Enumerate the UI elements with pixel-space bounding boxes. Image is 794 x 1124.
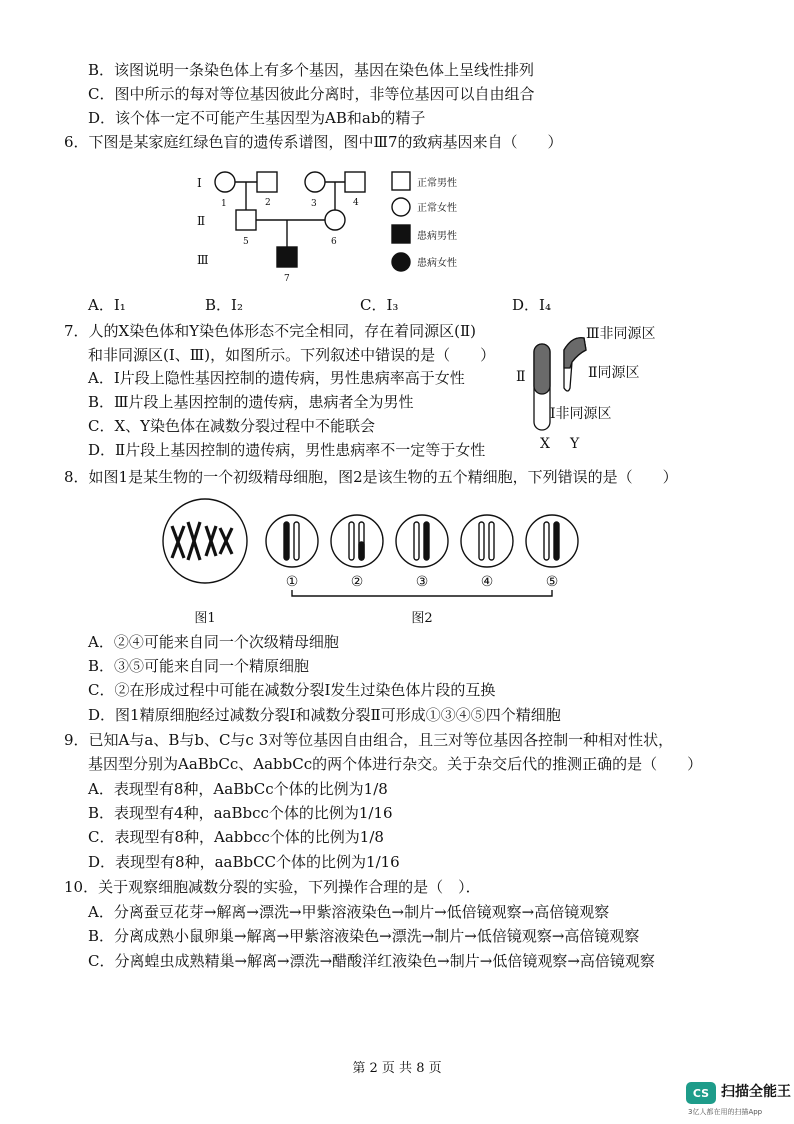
cell-label-4: ④ bbox=[480, 574, 494, 590]
scanner-app-name: 扫描全能王 bbox=[721, 1084, 791, 1100]
pedigree-iii7-affected-male bbox=[277, 247, 297, 267]
pedigree-i1-female bbox=[215, 172, 235, 192]
pedigree-chart bbox=[195, 162, 555, 302]
legend-normal-male-icon bbox=[392, 172, 410, 190]
scanner-app-tagline: 3亿人都在用的扫描App bbox=[688, 1108, 763, 1116]
q5-option-b: B．该图说明一条染色体上有多个基因，基因在染色体上呈线性排列 bbox=[88, 61, 535, 79]
q9-option-a: A．表现型有8种，AaBbCc个体的比例为1/8 bbox=[88, 780, 388, 798]
q7-option-b: B．Ⅲ片段上基因控制的遗传病，患病者全为男性 bbox=[88, 393, 414, 411]
sperm-cell-1 bbox=[266, 515, 318, 567]
q6-option-c: C．I₃ bbox=[360, 296, 399, 314]
legend-affected-female-icon bbox=[392, 253, 410, 271]
y-homologous-region bbox=[564, 338, 586, 368]
legend-normal-female-icon bbox=[392, 198, 410, 216]
q9-stem-2: 基因型分别为AaBbCc、AabbCc的两个体进行杂交。关于杂交后代的推测正确的是（ ） bbox=[88, 755, 703, 773]
ind-label-2: 2 bbox=[265, 198, 271, 208]
x-homologous-region bbox=[534, 344, 550, 394]
x-label: X bbox=[540, 436, 550, 452]
ind-label-5: 5 bbox=[243, 237, 249, 247]
fig1-label: 图1 bbox=[194, 611, 216, 626]
gen-label-2: Ⅱ bbox=[197, 214, 206, 228]
q5-option-d: D．该个体一定不可能产生基因型为AB和ab的精子 bbox=[88, 109, 426, 127]
legend-normal-male: 正常男性 bbox=[417, 178, 457, 189]
q5-option-c: C．图中所示的每对等位基因彼此分离时，非等位基因可以自由组合 bbox=[88, 85, 535, 103]
gen-label-3: Ⅲ bbox=[197, 253, 209, 267]
q9-stem-1: 9．已知A与a、B与b、C与c 3对等位基因自由组合，且三对等位基因各控制一种相对性状， bbox=[64, 731, 674, 749]
legend-affected-male: 患病男性 bbox=[417, 231, 457, 242]
q7-option-a: A．Ⅰ片段上隐性基因控制的遗传病，男性患病率高于女性 bbox=[88, 369, 465, 387]
cell-figures bbox=[150, 496, 590, 636]
q7-stem-1: 7．人的X染色体和Y染色体形态不完全相同，存在着同源区(Ⅱ) bbox=[64, 322, 477, 340]
cell-label-3: ③ bbox=[415, 574, 429, 590]
cell-label-1: ① bbox=[285, 574, 299, 590]
q6-option-b: B．I₂ bbox=[205, 296, 243, 314]
fig2-bracket bbox=[292, 590, 552, 596]
pedigree-i4-male bbox=[345, 172, 365, 192]
q9-option-d: D．表现型有8种，aaBbCC个体的比例为1/16 bbox=[88, 853, 400, 871]
region1-label: Ⅰ非同源区 bbox=[550, 406, 612, 422]
sperm-cell-4 bbox=[461, 515, 513, 567]
region2-label: Ⅱ同源区 bbox=[588, 365, 640, 381]
q7-stem-2: 和非同源区(Ⅰ、Ⅲ)，如图所示。下列叙述中错误的是（ ） bbox=[88, 346, 496, 364]
ind-label-6: 6 bbox=[331, 237, 337, 247]
q10-option-a: A．分离蚕豆花芽→解离→漂洗→甲紫溶液染色→制片→低倍镜观察→高倍镜观察 bbox=[88, 903, 610, 921]
q10-stem: 10．关于观察细胞减数分裂的实验，下列操作合理的是（ ）． bbox=[64, 878, 481, 896]
pedigree-i2-male bbox=[257, 172, 277, 192]
cell-label-2: ② bbox=[350, 574, 364, 590]
legend-affected-female: 患病女性 bbox=[417, 258, 457, 269]
region2-left-label: Ⅱ bbox=[516, 369, 526, 385]
q8-stem: 8．如图1是某生物的一个初级精母细胞，图2是该生物的五个精细胞，下列错误的是（ ） bbox=[64, 468, 678, 486]
q9-option-b: B．表现型有4种，aaBbcc个体的比例为1/16 bbox=[88, 804, 393, 822]
q7-option-c: C．X、Y染色体在减数分裂过程中不能联会 bbox=[88, 417, 376, 435]
fig1-primary-spermatocyte bbox=[163, 499, 247, 583]
ind-label-1: 1 bbox=[221, 199, 227, 209]
q7-option-d: D．Ⅱ片段上基因控制的遗传病，男性患病率不一定等于女性 bbox=[88, 441, 486, 459]
q8-option-a: A．②④可能来自同一个次级精母细胞 bbox=[88, 633, 339, 651]
pedigree-i3-female bbox=[305, 172, 325, 192]
ind-label-3: 3 bbox=[311, 199, 317, 209]
fig2-label: 图2 bbox=[411, 611, 433, 626]
ind-label-4: 4 bbox=[353, 198, 359, 208]
q8-option-b: B．③⑤可能来自同一个精原细胞 bbox=[88, 657, 310, 675]
legend-affected-male-icon bbox=[392, 225, 410, 243]
region3-label: Ⅲ非同源区 bbox=[586, 326, 656, 342]
y-label: Y bbox=[570, 436, 580, 452]
sperm-cell-2 bbox=[331, 515, 383, 567]
q6-stem: 6．下图是某家庭红绿色盲的遗传系谱图，图中Ⅲ7的致病基因来自（ ） bbox=[64, 133, 563, 151]
pedigree-ii5-male bbox=[236, 210, 256, 230]
legend-normal-female: 正常女性 bbox=[417, 203, 457, 214]
xy-chromosome-figure bbox=[512, 318, 692, 458]
pedigree-ii6-female bbox=[325, 210, 345, 230]
q8-option-c: C．②在形成过程中可能在减数分裂Ⅰ发生过染色体片段的互换 bbox=[88, 681, 496, 699]
q10-option-b: B．分离成熟小鼠卵巢→解离→甲紫溶液染色→漂洗→制片→低倍镜观察→高倍镜观察 bbox=[88, 927, 640, 945]
sperm-cell-3 bbox=[396, 515, 448, 567]
q10-option-c: C．分离蝗虫成熟精巢→解离→漂洗→醋酸洋红液染色→制片→低倍镜观察→高倍镜观察 bbox=[88, 952, 655, 970]
q8-option-d: D．图1精原细胞经过减数分裂Ⅰ和减数分裂Ⅱ可形成①③④⑤四个精细胞 bbox=[88, 706, 561, 724]
cell-label-5: ⑤ bbox=[545, 574, 559, 590]
page-footer: 第 2 页 共 8 页 bbox=[352, 1061, 442, 1076]
sperm-cell-5 bbox=[526, 515, 578, 567]
q6-option-a: A．I₁ bbox=[88, 296, 126, 314]
gen-label-1: Ⅰ bbox=[197, 176, 202, 190]
q9-option-c: C．表现型有8种，Aabbcc个体的比例为1/8 bbox=[88, 828, 384, 846]
q6-option-d: D．I₄ bbox=[512, 296, 551, 314]
ind-label-7: 7 bbox=[284, 274, 290, 284]
scanner-logo-icon: CS bbox=[686, 1082, 716, 1104]
